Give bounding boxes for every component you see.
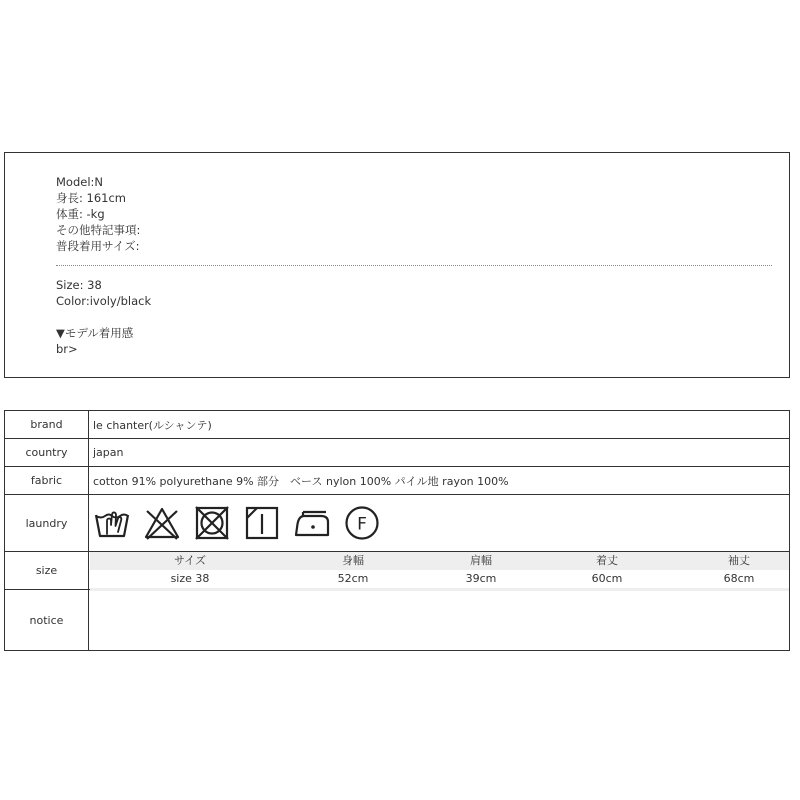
- spec-row-fabric: [5, 467, 789, 495]
- spec-value-country: japan: [93, 446, 124, 459]
- model-height: 身長: 161cm: [56, 191, 127, 205]
- spec-row-notice: [5, 590, 789, 650]
- model-notes: その他特記事項:: [56, 223, 141, 237]
- size-cell-chest: 52cm: [337, 572, 369, 585]
- spec-label-brand: brand: [5, 411, 89, 438]
- no-tumble-dry-icon: [193, 504, 231, 542]
- model-usual-size: 普段着用サイズ:: [56, 239, 140, 253]
- spec-table: [4, 410, 790, 651]
- size-header-size: サイズ: [173, 554, 207, 567]
- size-table-header: [90, 552, 789, 570]
- spec-row-brand: [5, 411, 789, 439]
- size-header-shoulder: 肩幅: [470, 554, 492, 567]
- dry-clean-f-icon: [343, 504, 381, 542]
- spec-label-size: size: [5, 552, 89, 589]
- spec-label-country: country: [5, 439, 89, 466]
- dry-clean-letter: F: [357, 514, 367, 535]
- line-dry-shade-icon: [243, 504, 281, 542]
- model-impression-heading: ▼モデル着用感: [56, 326, 134, 340]
- spec-value-brand: le chanter(ルシャンテ): [93, 418, 212, 432]
- size-header-length: 着丈: [596, 554, 618, 567]
- iron-low-icon: [293, 504, 331, 542]
- spec-label-notice: notice: [5, 590, 89, 650]
- model-divider: [56, 265, 772, 266]
- model-size: Size: 38: [56, 278, 102, 292]
- laundry-icons: [93, 495, 393, 551]
- model-info-box: [4, 152, 790, 378]
- spec-row-size: [5, 552, 789, 590]
- model-weight: 体重: -kg: [56, 207, 105, 221]
- model-name: Model:N: [56, 175, 104, 189]
- model-color: Color:ivoly/black: [56, 294, 152, 308]
- size-cell-sleeve: 68cm: [723, 572, 755, 585]
- spec-label-laundry: laundry: [5, 495, 89, 551]
- size-table-row: [90, 570, 789, 588]
- size-header-sleeve: 袖丈: [728, 554, 750, 567]
- size-table: [90, 552, 789, 589]
- size-header-chest: 身幅: [342, 554, 364, 567]
- spec-label-fabric: fabric: [5, 467, 89, 494]
- no-chlorine-bleach-icon: [143, 504, 181, 542]
- size-cell-shoulder: 39cm: [465, 572, 497, 585]
- hand-wash-icon: [93, 504, 131, 542]
- spec-row-laundry: [5, 495, 789, 552]
- size-cell-size: size 38: [170, 572, 210, 585]
- size-cell-length: 60cm: [591, 572, 623, 585]
- spec-value-fabric: cotton 91% polyurethane 9% 部分 ベース nylon 100% パイル地 rayon 100%: [93, 474, 509, 488]
- spec-row-country: [5, 439, 789, 467]
- model-impression-text: br>: [56, 342, 78, 356]
